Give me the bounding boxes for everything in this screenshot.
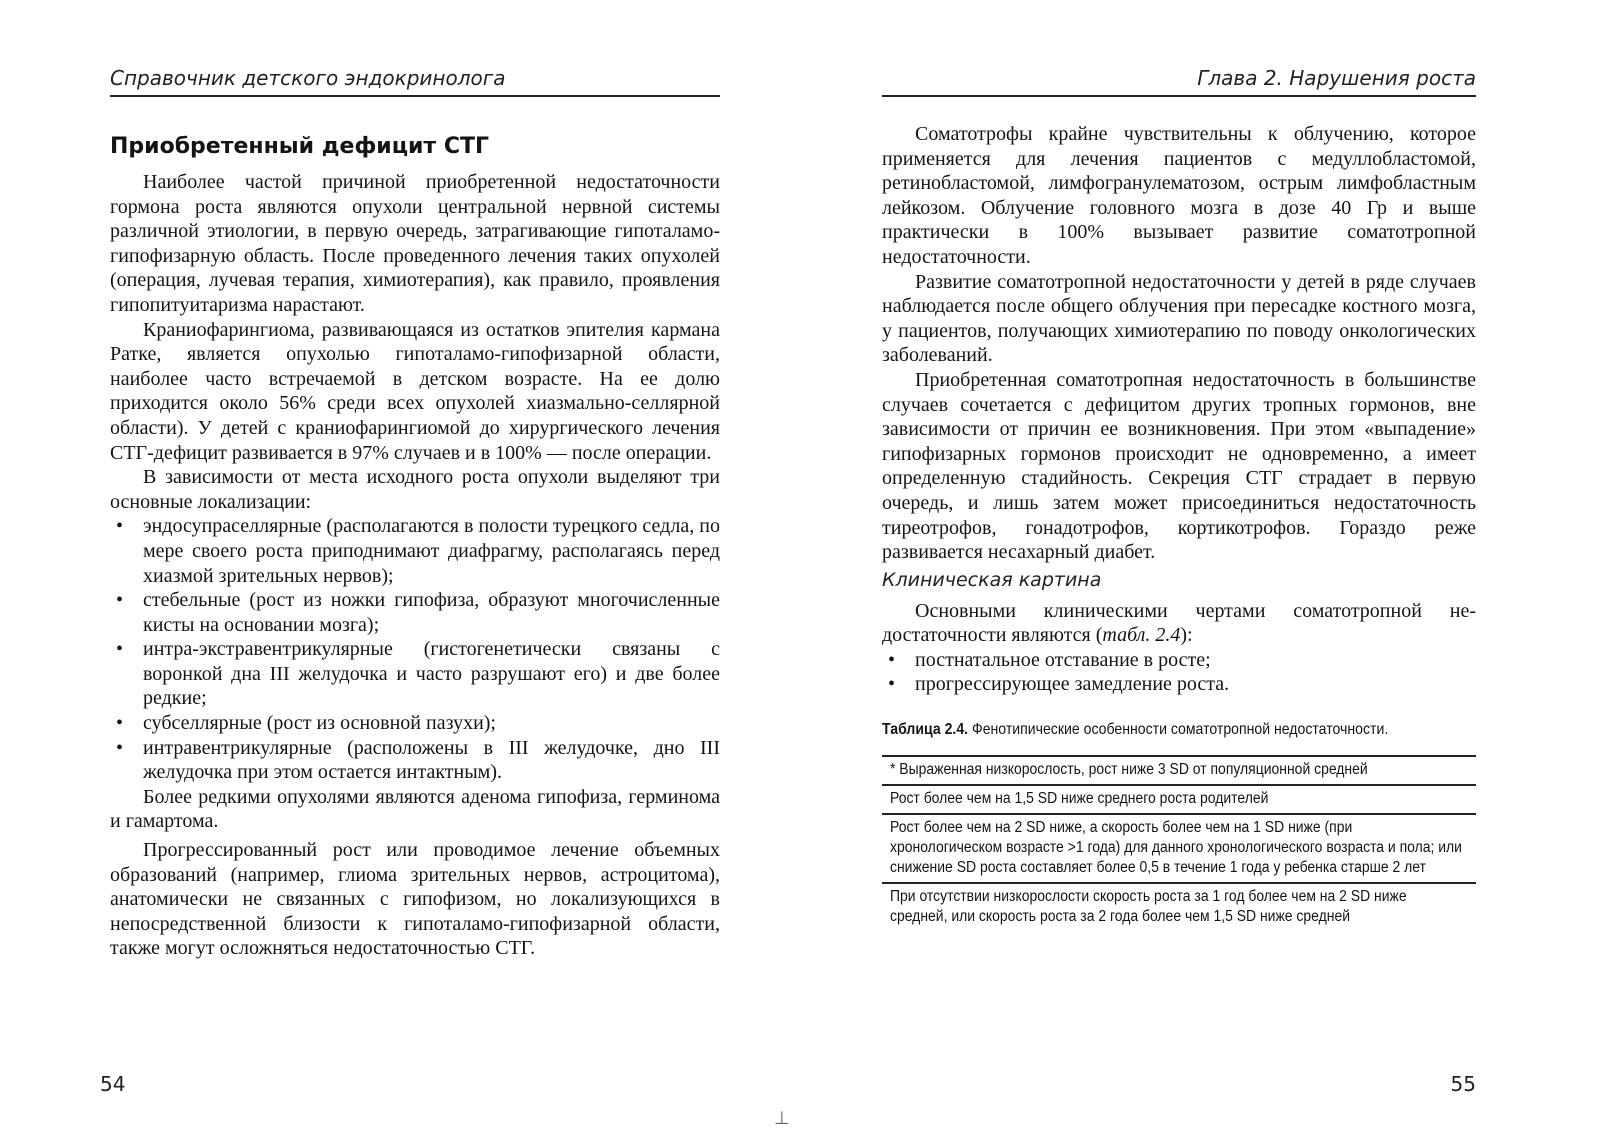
list-item: • интра-экстравентрикулярные (гистогенетически связаны с воронкой дна III желудочка и часто разрушают его) и две более редкие;	[116, 638, 720, 710]
page-number: 54	[100, 1072, 126, 1096]
paragraph: Более редкими опухолями являются аденома гипофиза, герминома и гамартома.	[110, 785, 720, 833]
gutter-mark: ⊥	[774, 1108, 790, 1128]
paragraph: Развитие соматотропной недостаточности у детей в ряде случаев наблюдается после общего облучения при пересадке костного мозга, у пациентов, получающих химиотерапию по поводу онкологических заболеваний.	[882, 270, 1476, 367]
list-item: • прогрессирующее замедление роста.	[888, 673, 1230, 696]
paragraph: Краниофарингиома, развивающаяся из остатков эпителия кармана Ратке, является опухолью гипоталамо-гипофизарной области, наиболее часто встречаемой в детском возрасте. На ее долю приходится около 56% среди всех опухолей хиазмально-селлярной области). У детей с краниофарингиомой до хирургического лечения СТГ-дефицит развивается в 97% случаев и в 100% — после операции.	[110, 318, 720, 464]
list-item: • интравентрикулярные (расположены в III желудочке, дно III желудочка при этом остается интактным).	[116, 736, 720, 784]
clinical-features-list	[882, 648, 1476, 697]
paragraph: Приобретенная соматотропная недостаточность в большинстве случаев сочетается с дефицитом других тропных гормонов, вне зависимости от причин ее возникновения. При этом «выпадение» гипофизарных гормонов происходит не одновременно, а имеет определенную стадийность. Секреция СТГ страдает в первую очередь, и лишь затем может присоединиться недостаточность тиреотрофов, гонадотрофов, кортикотрофов. Гораздо реже развивается несахарный диабет.	[882, 368, 1476, 564]
section-heading: Приобретенный дефицит СТГ	[110, 134, 489, 159]
list-item: • постнатальное отставание в росте;	[888, 648, 1211, 671]
list-item: • эндосупраселлярные (располагаются в полости турецкого седла, по мере своего роста приподнимают диафрагму, располагаясь перед хиазмой зрительных нервов);	[116, 515, 720, 587]
right-content	[882, 122, 1476, 931]
table-row: Рост более чем на 1,5 SD ниже среднего роста родителей	[882, 786, 1476, 815]
paragraph: Наиболее частой причиной приобретенной недостаточности гормона роста являются опухоли центральной нервной системы различной этиологии, в первую очередь, затрагивающие гипоталамо-гипофизарную область. После проведенного лечения таких опухолей (операция, лучевая терапия, химиотерапия), как правило, проявления гипопитуитаризма нарастают.	[110, 171, 720, 316]
paragraph: Соматотрофы крайне чувствительны к облучению, которое применяется для лечения пациентов с медуллобластомой, ретинобластомой, лимфогранулематозом, острым лимфобластным лейкозом. Облучение головного мозга в дозе 40 Гр и выше практически в 100% вызывает развитие соматотропной недостаточности.	[882, 123, 1476, 268]
paragraph: Прогрессированный рост или проводимое лечение объемных образований (например, глиома зрительных нервов, астроцитома), анатомически не связанных с гипофизом, но локализующихся в непосредственной близости к гипоталамо-гипофизарной области, также могут осложняться недостаточностью СТГ.	[110, 839, 720, 960]
phenotype-table	[882, 755, 1476, 931]
right-running-head: Глава 2. Нарушения роста	[882, 64, 1476, 97]
right-page	[882, 0, 1476, 1144]
subsection-heading: Клиническая картина	[882, 568, 1102, 591]
table-caption: Таблица 2.4. Фенотипические особенности соматотропной недостаточности.	[882, 721, 1389, 739]
left-running-head: Справочник детского эндокринолога	[110, 64, 720, 97]
table-row: Рост более чем на 2 SD ниже, а скорость более чем на 1 SD ниже (при хронологическом возрасте >1 года) для данного хронологического возраста и пола; или снижение SD роста составляет более 0,5 в течение 1 года у ребенка старше 2 лет	[882, 815, 1476, 884]
page-number: 55	[1450, 1072, 1476, 1096]
left-page	[100, 0, 720, 1144]
table-row: * Выраженная низкорослость, рост ниже 3 SD от популяционной средней	[882, 757, 1476, 786]
localization-list	[110, 514, 720, 785]
paragraph: Основными клиническими чертами соматотропной недостаточности являются (табл. 2.4):	[882, 599, 1476, 647]
list-item: • субселлярные (рост из основной пазухи);	[116, 712, 496, 735]
left-content	[110, 128, 720, 961]
list-item: • стебельные (рост из ножки гипофиза, образуют многочисленные кисты на основании мозга);	[116, 589, 720, 636]
paragraph: В зависимости от места исходного роста опухоли выделяют три основные локализации:	[110, 466, 720, 513]
table-reference-link: табл. 2.4	[1102, 624, 1181, 647]
table-row: При отсутствии низкорослости скорость роста за 1 год более чем на 2 SD ниже средней, или скорость роста за 2 года более чем 1,5 SD ниже средней	[890, 888, 1407, 926]
